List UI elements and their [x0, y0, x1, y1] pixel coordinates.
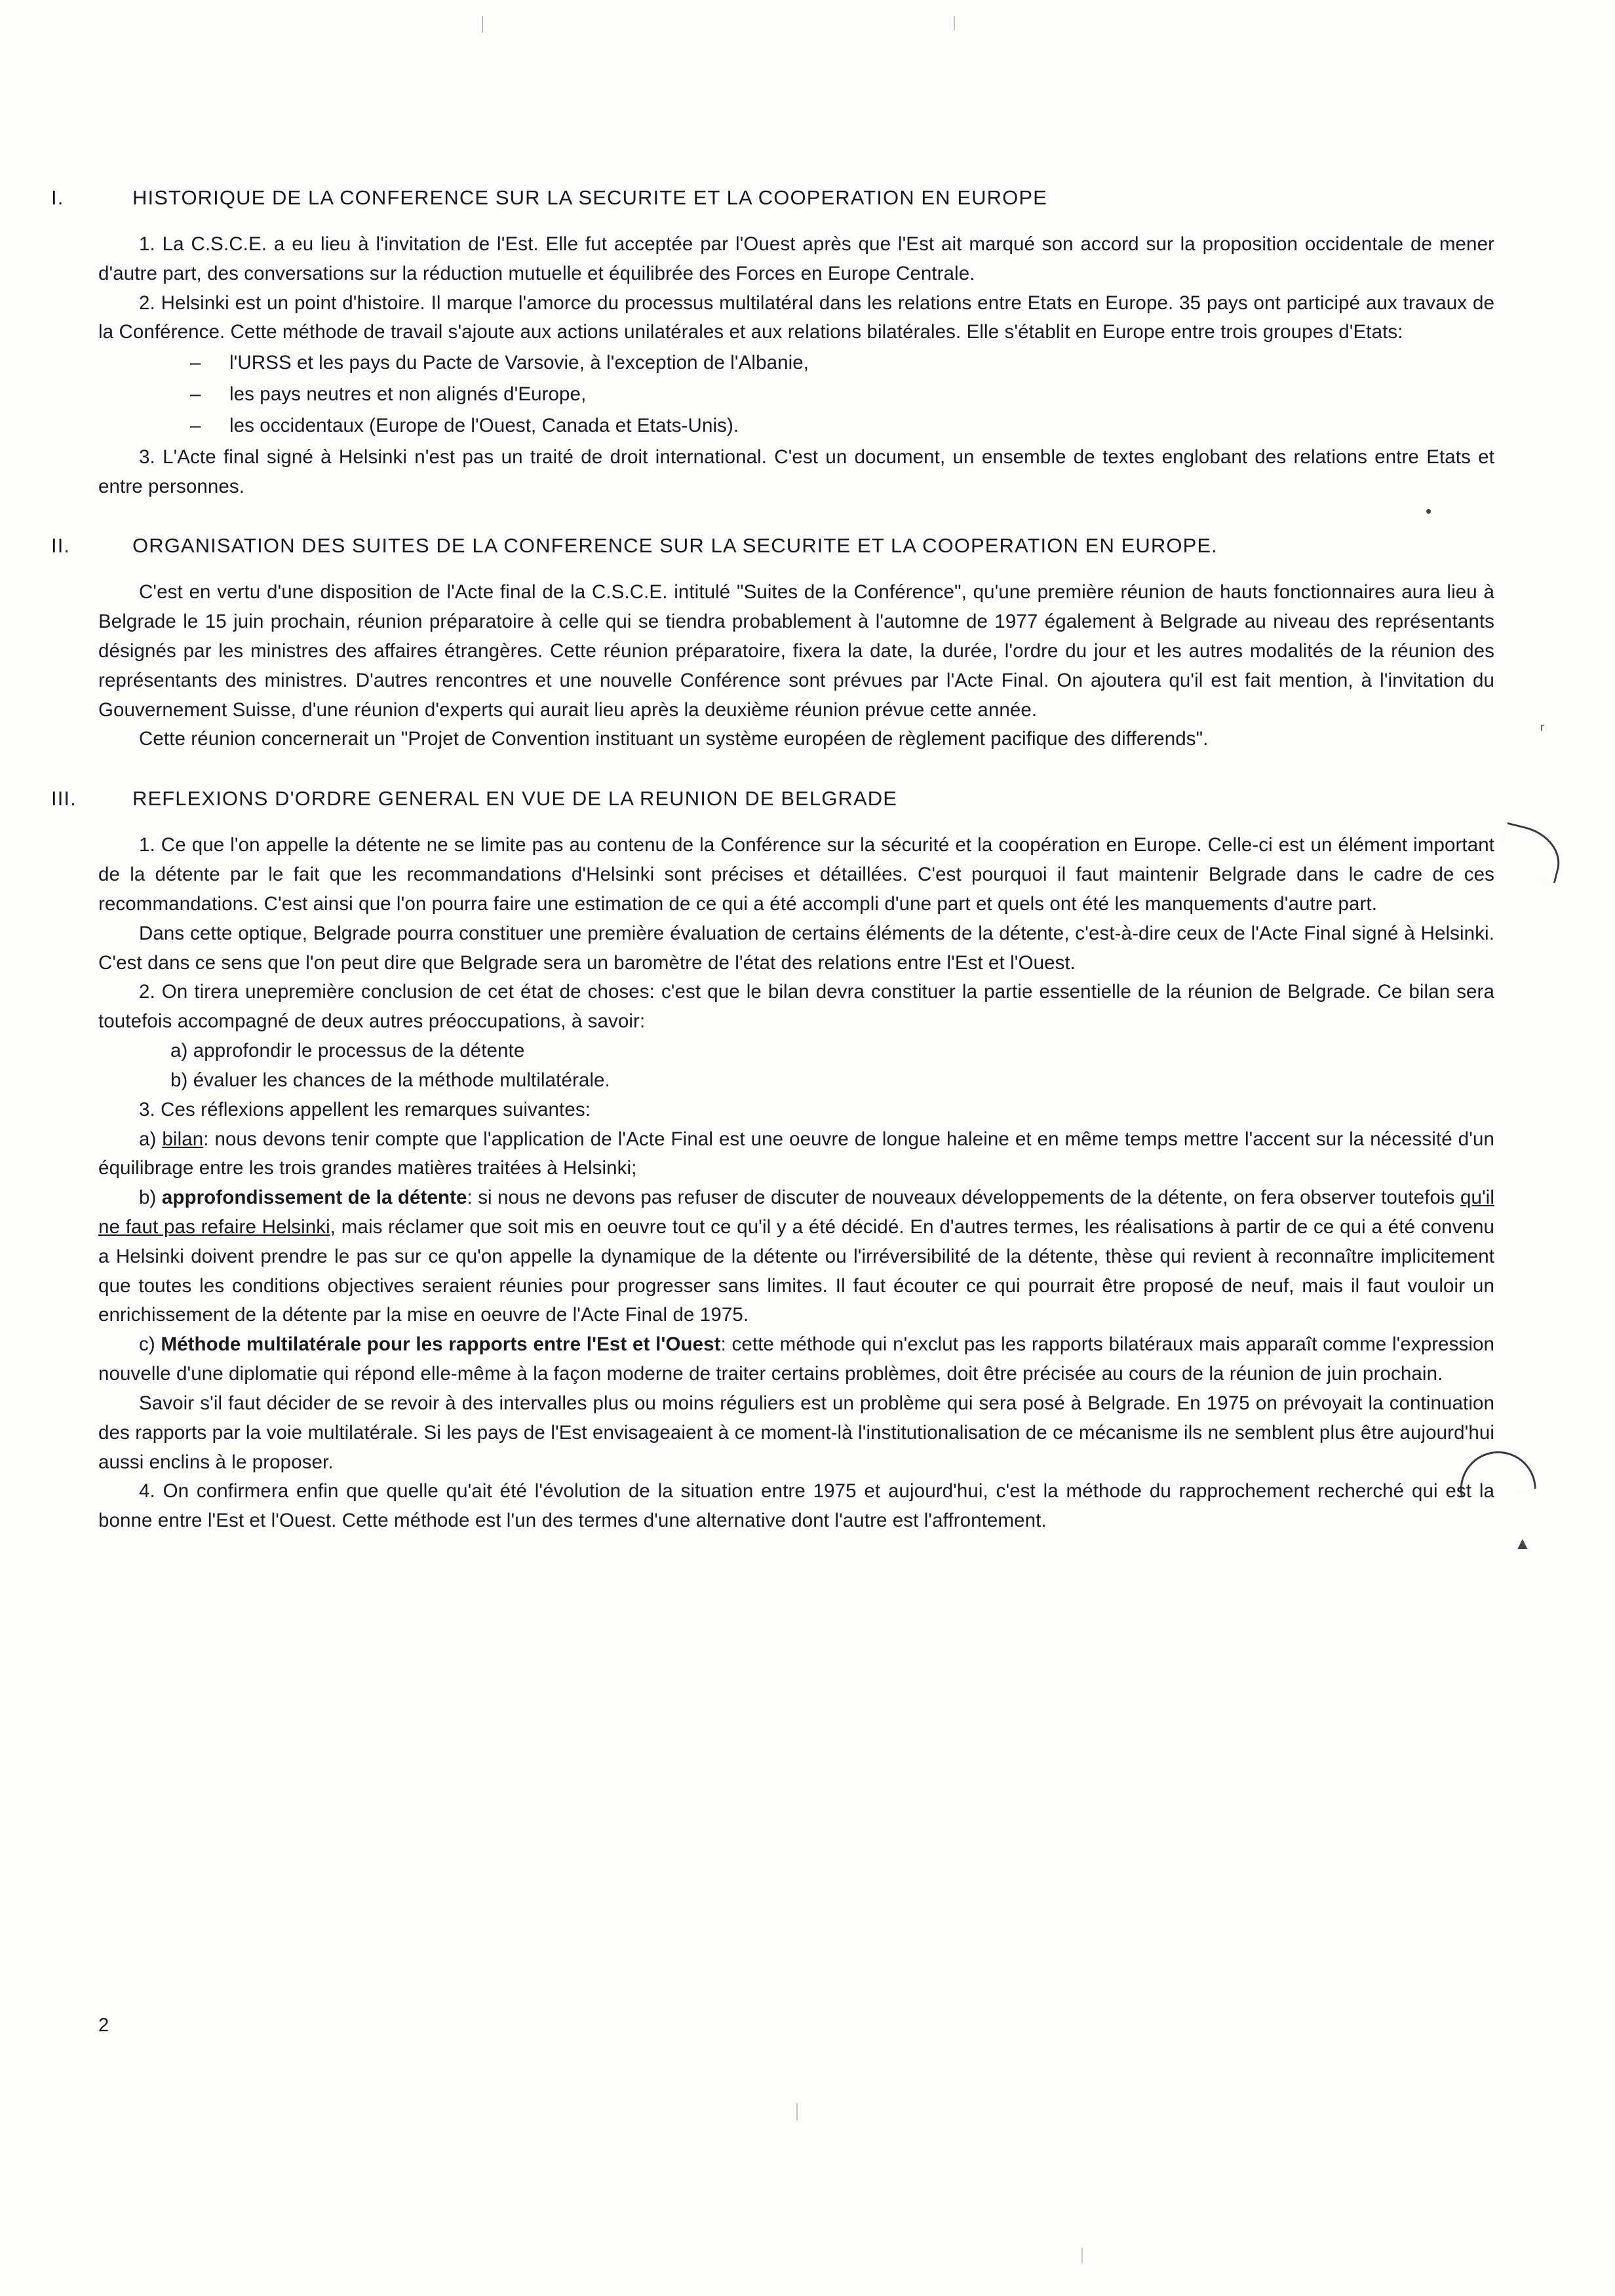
- paragraph-i-1: 1. La C.S.C.E. a eu lieu à l'invitation de l'Est. Elle fut acceptée par l'Ouest après que l'Est ait marqué son accord sur la proposition occidentale de mener d'autre part, des conversations sur la réduction mutuelle et équilibrée des Forces en Europe Centrale.: [98, 233, 1494, 284]
- sublist-item-a: a) approfondir le processus de la détente: [170, 1040, 525, 1062]
- scan-artifact-tick: [1081, 2248, 1083, 2263]
- section-title-iii: REFLEXIONS D'ORDRE GENERAL EN VUE DE LA REUNION DE BELGRADE: [132, 787, 897, 811]
- remark-b-letter: b): [139, 1187, 157, 1209]
- remark-a-letter: a): [139, 1128, 157, 1150]
- section-number-i: I.: [51, 186, 64, 209]
- scan-artifact-curve: [1496, 822, 1567, 883]
- groups-of-states-list: [98, 349, 1494, 440]
- list-item: [190, 349, 1494, 378]
- paragraph-iii-5: 4. On confirmera enfin que quelle qu'ait été l'évolution de la situation entre 1975 et aujourd'hui, c'est la méthode du rapprochement recherché qui est la bonne entre l'Est et l'Ouest. Cette méthode est l'un des termes d'une alternative dont l'autre est l'affrontement.: [98, 1480, 1494, 1532]
- section-heading-i: [51, 183, 1494, 213]
- dash-icon: –: [190, 352, 201, 374]
- paragraph-iii-remarks-intro: 3. Ces réflexions appellent les remarques suivantes:: [139, 1098, 591, 1120]
- section-title-i: HISTORIQUE DE LA CONFERENCE SUR LA SECURITE ET LA COOPERATION EN EUROPE: [132, 186, 1047, 209]
- list-item-label: les occidentaux (Europe de l'Ouest, Canada et Etats-Unis).: [229, 414, 739, 436]
- paragraph-i-2: 2. Helsinki est un point d'histoire. Il marque l'amorce du processus multilatéral dans les relations entre Etats en Europe. 35 pays ont participé aux travaux de la Conférence. Cette méthode de travail s'ajoute aux actions unilatérales et aux relations bilatérales. Elle s'établit en Europe entre trois groupes d'Etats:: [98, 292, 1494, 343]
- paragraph-iii-2: Dans cette optique, Belgrade pourra constituer une première évaluation de certains éléments de la détente, c'est-à-dire ceux de l'Acte Final signé à Helsinki. C'est dans ce sens que l'on peut dire que Belgrade sera un baromètre de l'état des relations entre l'Est et l'Ouest.: [98, 922, 1494, 974]
- scan-artifact-mark: •: [1426, 501, 1432, 521]
- paragraph-ii-1: C'est en vertu d'une disposition de l'Acte final de la C.S.C.E. intitulé "Suites de la Conférence", qu'une première réunion de hauts fonctionnaires aura lieu à Belgrade le 15 juin prochain, réunion préparatoire à celle qui se tiendra probablement à l'automne de 1977 également à Belgrade au niveau des représentants désignés par les ministres des affaires étrangères. Cette réunion préparatoire, fixera la date, la durée, l'ordre du jour et les autres modalités de la réunion des représentants des ministres. D'autres rencontres et une nouvelle Conférence sont prévues par l'Acte Final. On ajoutera qu'il est fait mention, à l'invitation du Gouvernement Suisse, d'une réunion d'experts qui aurait lieu après la deuxième réunion prévue cette année.: [98, 581, 1494, 721]
- scan-artifact-tick: [954, 16, 955, 30]
- paragraph-iii-1: 1. Ce que l'on appelle la détente ne se limite pas au contenu de la Conférence sur la sécurité et la coopération en Europe. Celle-ci est un élément important de la détente par le fait que les recommandations d'Helsinki sont précises et détaillées. C'est pourquoi il faut maintenir Belgrade dans le cadre de ces recommandations. C'est ainsi que l'on pourra faire une estimation de ce qui a été accompli d'une part et quels ont été les manquements d'autre part.: [98, 834, 1494, 915]
- dash-icon: –: [190, 414, 201, 436]
- remark-a-term: bilan: [162, 1128, 204, 1150]
- scan-artifact-tick: [482, 16, 483, 33]
- document-body: [51, 183, 1494, 1536]
- remark-c-letter: c): [139, 1333, 155, 1356]
- remark-b: [98, 1183, 1494, 1330]
- paragraph-i-3: 3. L'Acte final signé à Helsinki n'est pas un traité de droit international. C'est un document, un ensemble de textes englobant des relations entre Etats et entre personnes.: [98, 446, 1494, 497]
- scan-artifact-mark: ▲: [1514, 1533, 1531, 1553]
- section-title-ii: ORGANISATION DES SUITES DE LA CONFERENCE SUR LA SECURITE ET LA COOPERATION EN EUROPE.: [132, 534, 1218, 558]
- section-number-iii: III.: [51, 787, 77, 811]
- section-number-ii: II.: [51, 534, 71, 558]
- paragraph-iii-4: Savoir s'il faut décider de se revoir à des intervalles plus ou moins réguliers est un problème qui sera posé à Belgrade. En 1975 on prévoyait la continuation des rapports par la voie multilatérale. Si les pays de l'Est envisageaient à ce moment-là l'institutionalisation de ce mécanisme ils ne semblent plus être aujourd'hui aussi enclins à le proposer.: [98, 1392, 1494, 1473]
- list-item-label: l'URSS et les pays du Pacte de Varsovie, à l'exception de l'Albanie,: [229, 352, 809, 374]
- remark-c: [98, 1330, 1494, 1389]
- sublist-item-b: b) évaluer les chances de la méthode multilatérale.: [170, 1069, 610, 1091]
- dash-icon: –: [190, 383, 201, 406]
- list-item: [190, 380, 1494, 410]
- remark-a: [98, 1125, 1494, 1184]
- remark-a-text: : nous devons tenir compte que l'application de l'Acte Final est une oeuvre de longue haleine et en même temps mettre l'accent sur la nécessité d'un équilibrage entre les trois grandes matières traitées à Helsinki;: [98, 1128, 1494, 1179]
- paragraph-iii-3: 2. On tirera unepremière conclusion de cet état de choses: c'est que le bilan devra constituer la partie essentielle de la réunion de Belgrade. Ce bilan sera toutefois accompagné de deux autres préoccupations, à savoir:: [98, 981, 1494, 1033]
- remark-b-text-1: : si nous ne devons pas refuser de discuter de nouveaux développements de la détente, on fera observer toutefois: [467, 1187, 1460, 1209]
- remark-b-underlined: qu'il ne faut pas refaire Helsinki: [98, 1187, 1494, 1238]
- page-number: 2: [98, 2015, 109, 2036]
- remark-b-term: approfondissement de la détente: [161, 1187, 467, 1209]
- section-heading-ii: [51, 531, 1494, 561]
- remark-b-text-2: , mais réclamer que soit mis en oeuvre tout ce qu'il y a été décidé. En d'autres termes, les réalisations à partir de ce qui a été convenu a Helsinki doivent prendre le pas sur ce qu'on appelle la dynamique de la détente ou l'irréversibilité de la détente, thèse qui revient à reconnaître implicitement que toutes les conditions objectives seraient réunies pour progresser sans limites. Il faut écouter ce qui pourrait être proposé de neuf, mais il faut vouloir un enrichissement de la détente par la mise en oeuvre de l'Acte Final de 1975.: [98, 1216, 1494, 1326]
- paragraph-ii-2: Cette réunion concernerait un "Projet de Convention instituant un système européen de règlement pacifique des differends".: [139, 728, 1209, 750]
- scan-artifact-mark: ᵣ: [1540, 714, 1545, 734]
- remark-c-text: : cette méthode qui n'exclut pas les rapports bilatéraux mais apparaît comme l'expression nouvelle d'une diplomatie qui répond elle-même à la façon moderne de traiter certains problèmes, doit être précisée au cours de la réunion de juin prochain.: [98, 1333, 1494, 1385]
- remark-c-term: Méthode multilatérale pour les rapports entre l'Est et l'Ouest: [161, 1333, 721, 1356]
- list-item: [190, 411, 1494, 441]
- section-heading-iii: [51, 784, 1494, 814]
- list-item-label: les pays neutres et non alignés d'Europe,: [229, 383, 587, 406]
- scan-artifact-tick: [796, 2103, 798, 2120]
